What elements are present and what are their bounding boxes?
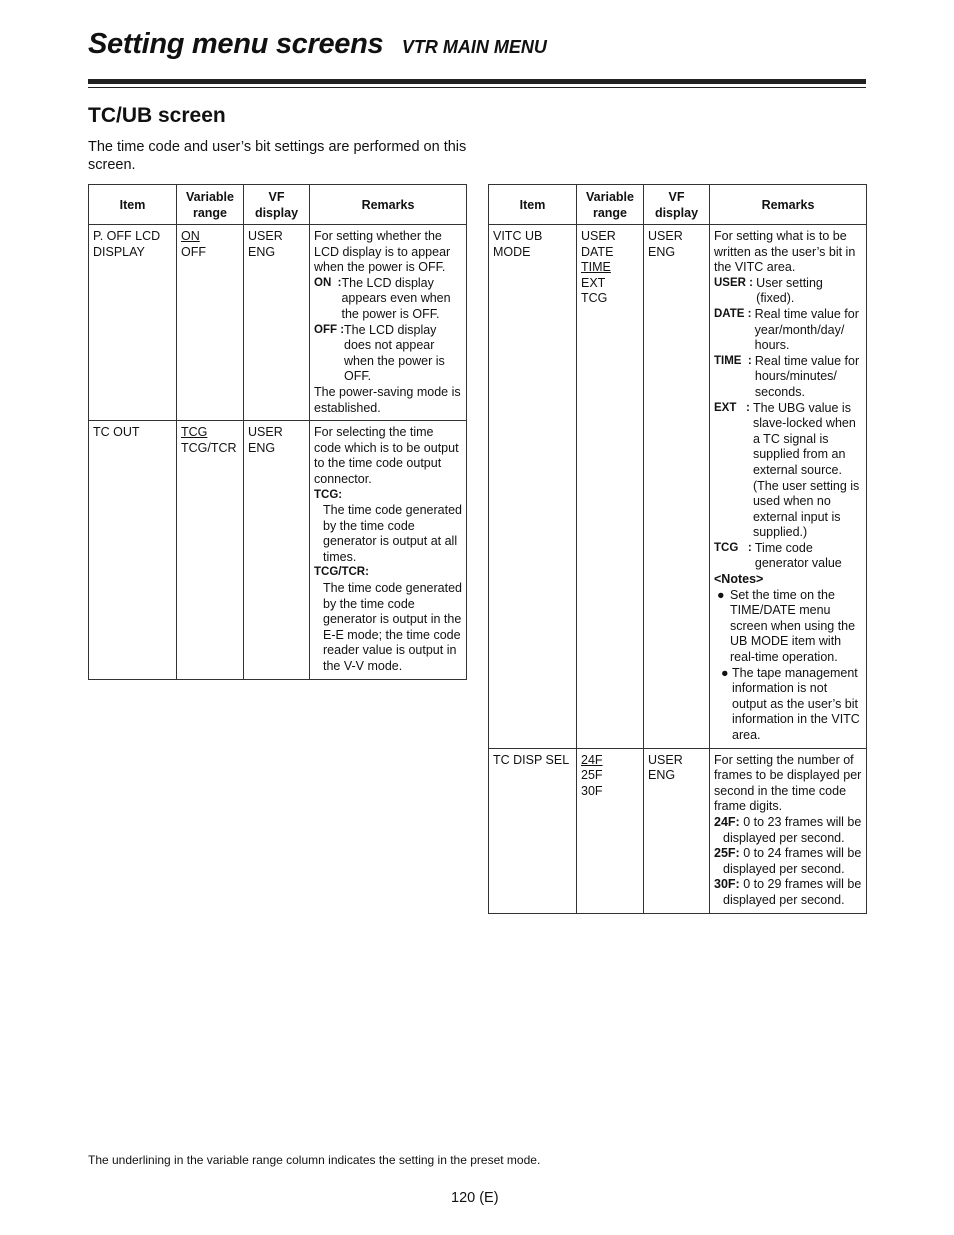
range-option: USER [581, 229, 616, 243]
col-header-vf-display: VF display [244, 185, 310, 225]
col-header-variable-range: Variable range [577, 185, 644, 225]
page-title: Setting menu screens [88, 28, 384, 60]
definition [714, 276, 862, 307]
range-option: 25F [581, 768, 603, 783]
definition-text: Time code generator value [754, 540, 842, 571]
range-option: EXT [581, 275, 606, 290]
section-title: TC/UB screen [88, 104, 226, 127]
key-text: 0 to 29 frames will be displayed per second. [723, 877, 862, 907]
key-label: TCG/TCR: [314, 566, 369, 579]
definition [314, 276, 462, 323]
remarks-intro: For setting the number of frames to be displayed per second in the time code frame digits. [714, 752, 862, 814]
remarks-cell [310, 225, 467, 421]
remarks-cell [710, 748, 867, 913]
definition [714, 541, 862, 572]
note-item [714, 588, 862, 666]
remarks-cell [710, 225, 867, 749]
note-text: Set the time on the TIME/DATE menu screen when using the UB MODE item with real-time operation. [730, 587, 856, 665]
table-header-row [489, 185, 867, 225]
note-text: The tape management information is not output as the user’s bit information in the VITC area. [732, 665, 860, 742]
key-label: 24F: [714, 814, 740, 829]
range-option: OFF [181, 244, 206, 259]
vf-display-cell: USER ENG [244, 225, 310, 421]
frame-option-desc [714, 846, 862, 877]
definition [314, 323, 462, 385]
range-option: TCG [181, 425, 208, 440]
table-row [489, 748, 867, 913]
col-header-vf-display: VF display [644, 185, 710, 225]
definition-label: USER : [714, 276, 757, 289]
vf-display-cell: USER ENG [244, 421, 310, 680]
variable-range-cell [177, 421, 244, 680]
remarks-intro: For setting whether the LCD display is to appear when the power is OFF. [314, 229, 451, 275]
definition [714, 307, 862, 354]
frame-option-desc [714, 877, 862, 908]
col-header-item: Item [89, 185, 177, 225]
col-header-variable-range: Variable range [177, 185, 244, 225]
key-text: The time code generated by the time code generator is output in the E-E mode; the time code reader value is output in the V-V mode. [323, 581, 462, 674]
item-cell: P. OFF LCD DISPLAY [89, 225, 177, 421]
key-text: 0 to 24 frames will be displayed per second. [723, 846, 862, 876]
variable-range-cell [577, 225, 644, 749]
definition-label: DATE : [714, 307, 755, 320]
settings-table-left [88, 184, 467, 680]
table-row [489, 225, 867, 749]
range-option: TCG/TCR [181, 440, 237, 455]
bullet-icon: ● [717, 587, 725, 602]
range-option: TCG [581, 291, 608, 306]
definition [714, 354, 862, 401]
frame-option-desc [714, 815, 862, 846]
table-header-row [89, 185, 467, 225]
definition-label: EXT : [714, 401, 753, 414]
page-header [88, 28, 547, 61]
vf-display-cell: USER ENG [644, 748, 710, 913]
table-row [89, 421, 467, 680]
page-subtitle: VTR MAIN MENU [401, 37, 547, 57]
key-label: TCG: [314, 488, 343, 501]
range-option: DATE [581, 244, 614, 259]
definition-text: The LCD display appears even when the power is OFF. [341, 275, 451, 321]
notes-label: <Notes> [714, 572, 764, 587]
remarks-intro: For selecting the time code which is to be output to the time code output connector. [314, 425, 459, 486]
remarks-intro: For setting what is to be written as the user’s bit in the VITC area. [714, 229, 856, 275]
bullet-icon: ● [721, 665, 729, 680]
range-option: 30F [581, 783, 603, 798]
footnote: The underlining in the variable range column indicates the setting in the preset mode. [88, 1153, 541, 1167]
col-header-remarks: Remarks [710, 185, 867, 225]
definition-label: TIME : [714, 354, 755, 367]
definition-text: The UBG value is slave-locked when a TC signal is supplied from an external source. (The user setting is used when no external input is supplied.) [752, 400, 860, 540]
section-intro: The time code and user’s bit settings are performed on this screen. [88, 139, 467, 173]
remarks-cell [310, 421, 467, 680]
item-cell: VITC UB MODE [489, 225, 577, 749]
item-cell: TC OUT [89, 421, 177, 680]
definition-label: ON : [314, 276, 342, 289]
range-option: ON [181, 229, 200, 243]
range-option: 24F [581, 752, 603, 767]
key-label: 25F: [714, 846, 740, 861]
col-header-remarks: Remarks [310, 185, 467, 225]
settings-table-right [488, 184, 867, 914]
col-header-item: Item [489, 185, 577, 225]
definition-text: Real time value for year/month/day/ hours. [754, 306, 859, 353]
key-label: 30F: [714, 877, 740, 892]
vf-display-cell: USER ENG [644, 225, 710, 749]
definition-label: TCG : [714, 541, 755, 554]
remarks-tail: The power-saving mode is established. [314, 384, 461, 415]
table-row [89, 225, 467, 421]
key-text: 0 to 23 frames will be displayed per second. [723, 814, 862, 845]
definition-text: User setting (fixed). [756, 275, 823, 306]
range-option: TIME [581, 260, 611, 275]
variable-range-cell [577, 748, 644, 913]
header-rule-thick [88, 79, 866, 84]
key-text: The time code generated by the time code generator is output at all times. [323, 503, 462, 564]
definition [714, 401, 862, 541]
note-item [714, 666, 862, 744]
definition-text: Real time value for hours/minutes/ seconds. [754, 353, 860, 399]
page-number: 120 (E) [451, 1190, 499, 1206]
header-rule-thin [88, 87, 866, 88]
definition-label: OFF : [314, 323, 345, 336]
item-cell: TC DISP SEL [489, 748, 577, 913]
variable-range-cell [177, 225, 244, 421]
definition-text: The LCD display does not appear when the power is OFF. [344, 322, 445, 384]
